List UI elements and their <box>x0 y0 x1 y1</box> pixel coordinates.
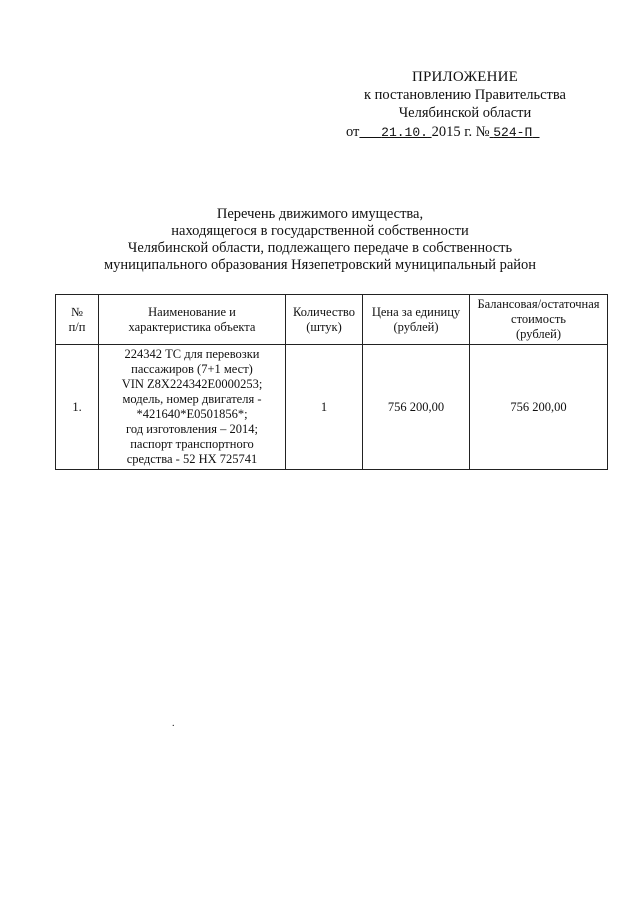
appendix-title: ПРИЛОЖЕНИЕ <box>411 69 519 85</box>
table-header-row <box>56 295 608 345</box>
description-line: пассажиров (7+1 мест) <box>131 362 253 376</box>
document-title-line: находящегося в государственной собственности <box>171 223 469 239</box>
description-line: год изготовления – 2014; <box>126 422 258 436</box>
description-line: средства - 52 НХ 725741 <box>126 452 258 466</box>
header-no-line1: № <box>71 304 83 319</box>
description-line: 224342 ТС для перевозки <box>124 347 260 361</box>
decree-number: 524-П <box>493 125 533 140</box>
description-line: *421640*E0501856*; <box>136 407 248 421</box>
appendix-line-1: к постановлению Правительства <box>364 87 566 103</box>
header-qty <box>286 295 363 345</box>
header-name-line2: характеристика объекта <box>128 319 256 334</box>
scan-mark: . <box>172 718 175 729</box>
cell-qty: 1 <box>286 345 363 470</box>
header-qty-line2: (штук) <box>306 319 342 334</box>
document-title-line: Челябинской области, подлежащего передаче в собственность <box>127 240 513 256</box>
cell-no: 1. <box>56 345 99 470</box>
header-balance-line3: (рублей) <box>515 327 562 341</box>
description-line: паспорт транспортного <box>130 437 254 451</box>
cell-balance: 756 200,00 <box>470 345 608 470</box>
assets-table <box>55 294 608 470</box>
header-no <box>56 295 99 345</box>
document-title-line: муниципального образования Нязепетровский муниципальный район <box>103 257 537 273</box>
header-price <box>363 295 470 345</box>
header-qty-line1: Количество <box>293 304 355 319</box>
cell-price: 756 200,00 <box>363 345 470 470</box>
description-line: модель, номер двигателя - <box>122 392 262 406</box>
header-no-line2: п/п <box>68 319 86 334</box>
document-title-line: Перечень движимого имущества, <box>216 206 424 222</box>
header-price-line1: Цена за единицу <box>371 304 461 319</box>
appendix-line-2: Челябинской области <box>398 105 532 121</box>
decree-year: 2015 г. № <box>431 124 490 140</box>
decree-date: 21.10. <box>381 125 428 140</box>
date-prefix: от <box>346 124 360 140</box>
description-line: VIN Z8X224342E0000253; <box>121 377 263 391</box>
header-balance <box>470 295 608 345</box>
header-name <box>99 295 286 345</box>
decree-date-line <box>346 124 540 141</box>
header-balance-line1: Балансовая/остаточная <box>477 297 600 311</box>
header-price-line2: (рублей) <box>393 319 439 334</box>
header-balance-line2: стоимость <box>511 312 566 326</box>
cell-description <box>99 345 286 470</box>
appendix-header <box>340 68 590 122</box>
table-row <box>56 345 608 470</box>
header-name-line1: Наименование и <box>148 304 236 319</box>
document-title <box>80 206 560 274</box>
